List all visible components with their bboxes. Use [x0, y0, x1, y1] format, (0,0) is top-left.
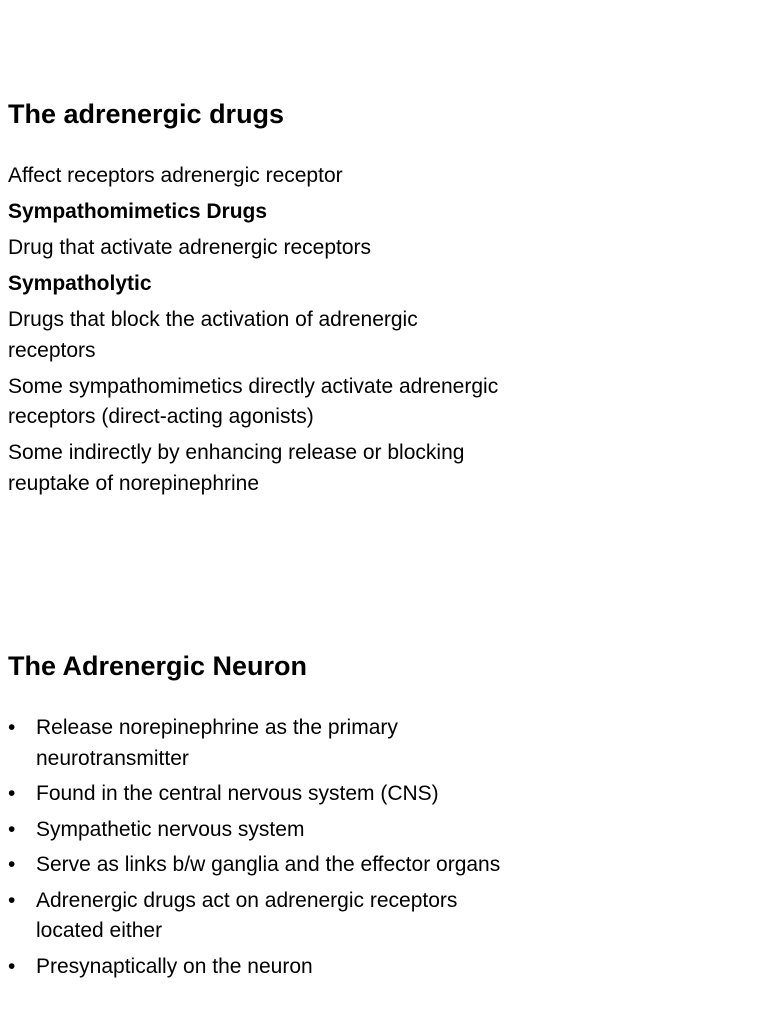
list-item-text: Serve as links b/w ganglia and the effector organs [36, 853, 501, 876]
list-item-text: Release norepinephrine as the primary neurotransmitter [36, 716, 398, 770]
list-item [8, 952, 508, 983]
paragraph: Drug that activate adrenergic receptors [8, 236, 372, 259]
slide-title: The Adrenergic Neuron [8, 651, 308, 681]
bullet-list [8, 713, 508, 982]
list-item [8, 779, 508, 810]
paragraph-list [8, 161, 508, 499]
list-item [8, 886, 508, 947]
bullet-icon: • [8, 716, 16, 739]
list-item-text: Presynaptically on the neuron [36, 954, 313, 978]
slide-title: The adrenergic drugs [8, 99, 285, 129]
paragraph-heading: Sympatholytic [8, 272, 152, 295]
bullet-icon: • [8, 853, 16, 876]
slide-adrenergic-drugs [8, 96, 508, 505]
list-item-text: Adrenergic drugs act on adrenergic receptors located either [36, 888, 458, 942]
bullet-icon: • [8, 954, 16, 978]
paragraph-heading: Sympathomimetics Drugs [8, 200, 268, 223]
list-item-text: Sympathetic nervous system [36, 817, 305, 841]
paragraph: Some sympathomimetics directly activate adrenergic receptors (direct-acting agonists) [8, 374, 499, 428]
slide-adrenergic-neuron [8, 648, 508, 987]
paragraph: Some indirectly by enhancing release or blocking reuptake of norepinephrine [8, 441, 465, 495]
bullet-icon: • [8, 782, 16, 805]
bullet-icon: • [8, 817, 16, 841]
paragraph: Affect receptors adrenergic receptor [8, 164, 343, 187]
list-item-text: Found in the central nervous system (CNS) [36, 782, 439, 805]
list-item [8, 713, 508, 774]
list-item [8, 850, 508, 881]
bullet-icon: • [8, 888, 16, 912]
list-item [8, 815, 508, 846]
paragraph: Drugs that block the activation of adrenergic receptors [8, 308, 418, 362]
